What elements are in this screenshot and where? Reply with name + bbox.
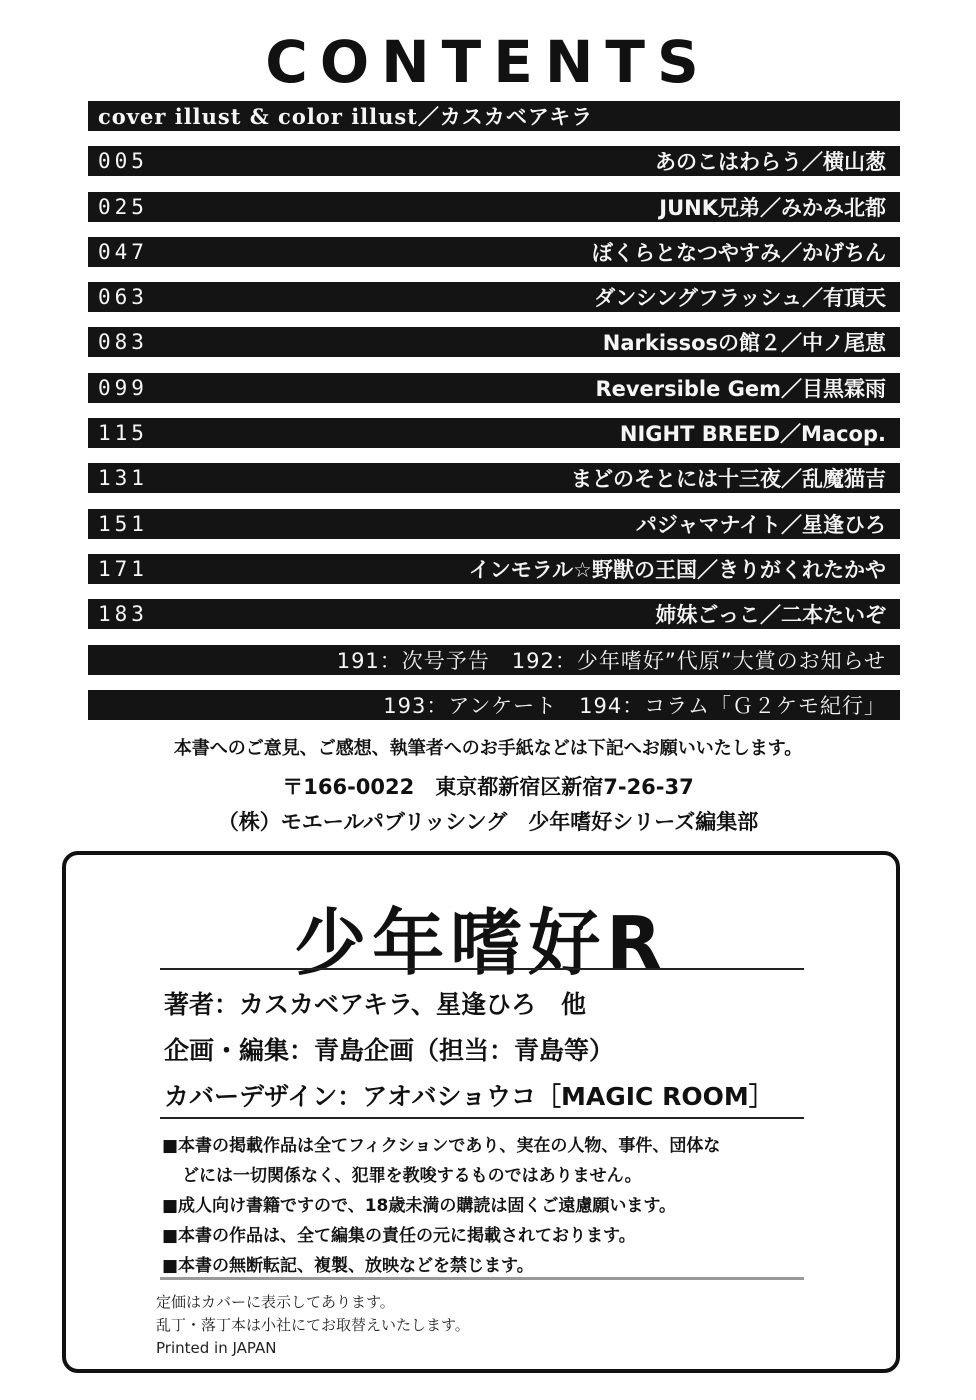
publisher-name: （株）モエールパブリッシング 少年嗜好シリーズ編集部 bbox=[217, 810, 759, 834]
cover-illust-label: cover illust & color illust／カスカベアキラ bbox=[98, 104, 594, 129]
author-credit: 著者：カスカベアキラ、星逢ひろ 他 bbox=[164, 990, 587, 1019]
disclaimer-item: ■本書の掲載作品は全てフィクションであり、実在の人物、事件、団体な bbox=[162, 1136, 721, 1156]
cover-design-credit: カバーデザイン：アオバショウコ［MAGIC ROOM］ bbox=[164, 1082, 774, 1111]
postal-address: 〒166-0022 東京都新宿区新宿7-26-37 bbox=[282, 775, 694, 799]
toc-title: パジャマナイト／星逢ひろ bbox=[635, 512, 886, 537]
book-title: 少年嗜好R bbox=[294, 901, 668, 985]
toc-page-number: 005 bbox=[98, 149, 148, 174]
toc-title: Narkissosの館２／中ノ尾恵 bbox=[602, 331, 886, 356]
toc-row bbox=[88, 373, 900, 403]
toc-title: インモラル☆野獣の王国／きりがくれたかや bbox=[468, 557, 886, 582]
divider bbox=[160, 968, 804, 970]
price-note: 定価はカバーに表示してあります。 bbox=[156, 1293, 395, 1311]
toc-row bbox=[88, 463, 900, 493]
toc-row bbox=[88, 192, 900, 222]
toc-page-number: 171 bbox=[98, 556, 148, 581]
toc-extra-text: 193：アンケート 194：コラム「Ｇ２ケモ紀行」 bbox=[383, 693, 886, 718]
feedback-notice: 本書へのご意見、ご感想、執筆者へのお手紙などは下記へお願いいたします。 bbox=[173, 738, 803, 759]
toc-extra-row bbox=[88, 645, 900, 675]
disclaimer-item: どには一切関係なく、犯罪を教唆するものではありません。 bbox=[182, 1166, 642, 1186]
toc-title: NIGHT BREED／Macop. bbox=[619, 422, 886, 447]
divider bbox=[160, 1117, 804, 1119]
toc-title: あのこはわらう／横山葱 bbox=[655, 150, 886, 175]
toc-row bbox=[88, 327, 900, 357]
cover-illust-row bbox=[88, 101, 900, 131]
toc-page-number: 151 bbox=[98, 511, 148, 536]
disclaimer-list bbox=[162, 1131, 822, 1281]
disclaimer-item: ■本書の無断転記、複製、放映などを禁じます。 bbox=[162, 1256, 534, 1276]
defect-note: 乱丁・落丁本は小社にてお取替えいたします。 bbox=[156, 1316, 470, 1334]
toc-title: 姉妹ごっこ／二本たいぞ bbox=[655, 603, 886, 628]
planning-credit: 企画・編集：青島企画（担当：青島等） bbox=[164, 1036, 615, 1065]
table-of-contents bbox=[88, 101, 900, 735]
toc-row bbox=[88, 509, 900, 539]
toc-page-number: 047 bbox=[98, 239, 148, 264]
toc-title: Reversible Gem／目黒霖雨 bbox=[595, 376, 886, 401]
colophon-box bbox=[62, 851, 900, 1373]
toc-page-number: 025 bbox=[98, 194, 148, 219]
printed-in: Printed in JAPAN bbox=[156, 1339, 277, 1357]
toc-title: ダンシングフラッシュ／有頂天 bbox=[594, 286, 886, 311]
toc-page-number: 115 bbox=[98, 421, 148, 446]
contents-heading: CONTENTS bbox=[265, 28, 711, 96]
toc-row bbox=[88, 237, 900, 267]
toc-row bbox=[88, 554, 900, 584]
disclaimer-item: ■成人向け書籍ですので、18歳未満の購読は固くご遠慮願います。 bbox=[162, 1196, 677, 1216]
toc-page-number: 131 bbox=[98, 466, 148, 491]
divider bbox=[160, 1277, 804, 1280]
toc-page-number: 099 bbox=[98, 375, 148, 400]
toc-title: まどのそとには十三夜／乱魔猫吉 bbox=[571, 467, 886, 492]
toc-extra-text: 191：次号予告 192：少年嗜好”代原”大賞のお知らせ bbox=[336, 648, 886, 673]
toc-page-number: 063 bbox=[98, 285, 148, 310]
toc-page-number: 083 bbox=[98, 330, 148, 355]
toc-row bbox=[88, 146, 900, 176]
toc-title: ぼくらとなつやすみ／かげちん bbox=[592, 240, 886, 265]
toc-extra-row bbox=[88, 690, 900, 720]
toc-title: JUNK兄弟／みかみ北都 bbox=[659, 195, 886, 220]
colophon-footer bbox=[156, 1291, 470, 1360]
toc-page-number: 183 bbox=[98, 602, 148, 627]
toc-row bbox=[88, 599, 900, 629]
toc-row bbox=[88, 418, 900, 448]
disclaimer-item: ■本書の作品は、全て編集の責任の元に掲載されております。 bbox=[162, 1226, 636, 1246]
toc-row bbox=[88, 282, 900, 312]
